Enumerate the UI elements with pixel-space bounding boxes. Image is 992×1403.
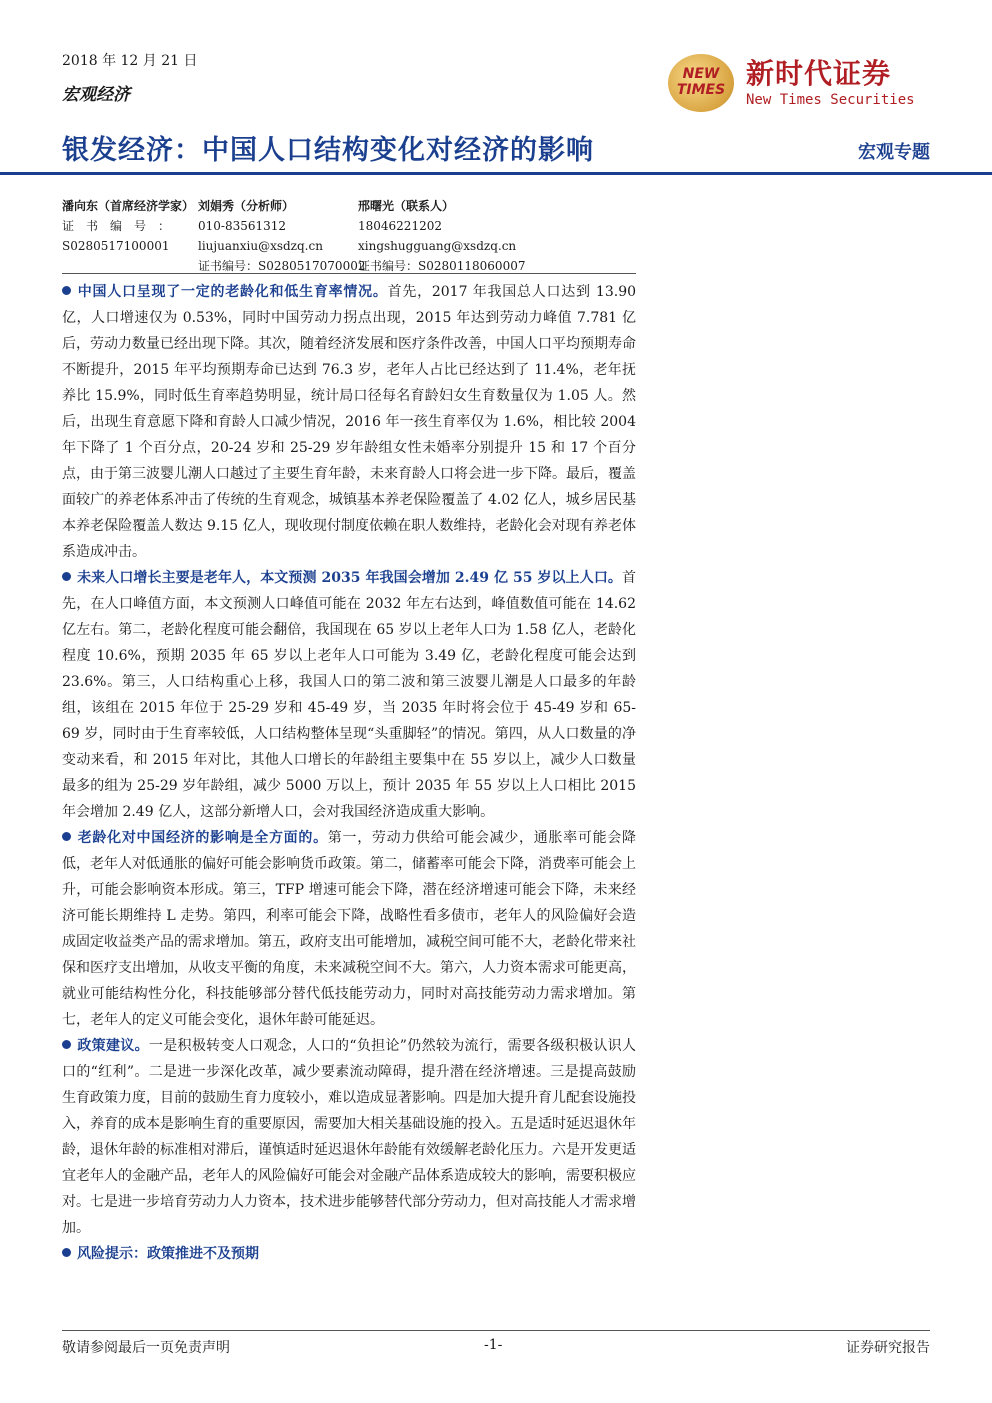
paragraph-lead: 政策建议。 [77, 1038, 149, 1054]
report-category: 宏观经济 [62, 85, 130, 105]
summary-paragraph [62, 825, 636, 1033]
bullet-icon [62, 832, 71, 841]
footer-label: 证券研究报告 [846, 1340, 930, 1356]
author-divider [62, 273, 636, 274]
paragraph-text: 首先，在人口峰值方面，本文预测人口峰值可能在 2032 年左右达到，峰值数值可能在 14.62 亿左右。第二，老龄化程度可能会翻倍，我国现在 65 岁以上老年人口为 1.58 亿人，老龄化程度 10.6%，预期 2035 年 65 岁以上老年人口可能为 3.49 亿，老龄化程度可能会达到 23.6%。第三，人口结构重心上移，我国人口的第二波和第三波婴儿潮是人口最多的年龄组，该组在 2015 年位于 25-29 岁和 45-49 岁，当 2035 年时将会位于 45-49 岁和 65-69 岁，同时由于生育率较低，人口结构整体呈现“头重脚轻”的情况。第四，从人口数量的净变动来看，和 2015 年对比，其他人口增长的年龄组主要集中在 55 岁以上，减少人口数量最多的组为 25-29 岁年龄组，减少 5000 万以上，预计 2035 年 55 岁以上人口相比 2015 年会增加 2.49 亿人，这部分新增人口，会对我国经济造成重大影响。 [62, 570, 636, 820]
summary-paragraph [62, 279, 636, 565]
bullet-icon [62, 286, 71, 295]
header-divider [0, 172, 992, 175]
footer-divider [62, 1330, 930, 1331]
paragraph-lead: 老龄化对中国经济的影响是全方面的。 [77, 830, 328, 846]
bullet-icon [62, 1040, 71, 1049]
logo-name-en: New Times Securities [746, 92, 915, 108]
author-phone: 18046221202 [358, 219, 442, 233]
report-title: 银发经济：中国人口结构变化对经济的影响 [62, 135, 594, 166]
author-column [358, 196, 525, 276]
logo-name-cn: 新时代证券 [746, 57, 892, 90]
paragraph-lead: 风险提示：政策推进不及预期 [77, 1246, 259, 1262]
author-cert-number: S0280517100001 [62, 239, 170, 253]
author-cert-number: 证书编号：S0280517070002 [198, 259, 366, 273]
author-column [62, 196, 194, 276]
author-cert-label: 证 书 编 号 ： [62, 219, 171, 233]
logo-emblem-line2: TIMES [676, 82, 726, 98]
paragraph-lead: 中国人口呈现了一定的老龄化和低生育率情况。 [77, 284, 388, 300]
author-name: 刘娟秀（分析师） [198, 199, 295, 213]
paragraph-text: 第一，劳动力供给可能会减少，通胀率可能会降低，老年人对低通胀的偏好可能会影响货币政策。第二，储蓄率可能会下降，消费率可能会上升，可能会影响资本形成。第三，TFP 增速可能会下降，潜在经济增速可能会下降，未来经济可能长期维持 L 走势。第四，利率可能会下降，战略性看多债市，老年人的风险偏好会造成固定收益类产品的需求增加。第五，政府支出可能增加，减税空间可能不大，老龄化带来社保和医疗支出增加，从收支平衡的角度，未来减税空间不大。第六，人力资本需求可能更高，就业可能结构性分化，科技能够部分替代低技能劳动力，同时对高技能劳动力需求增加。第七，老年人的定义可能会变化，退休年龄可能延迟。 [62, 830, 637, 1028]
paragraph-text: 首先，2017 年我国总人口达到 13.90 亿，人口增速仅为 0.53%，同时中国劳动力拐点出现，2015 年达到劳动力峰值 7.781 亿后，劳动力数量已经出现下降。其次，随着经济发展和医疗条件改善，中国人口平均预期寿命不断提升，2015 年平均预期寿命已达到 76.3 岁，老年人占比已经达到了 11.4%，老年抚养比 15.9%，同时低生育率趋势明显，统计局口径每名育龄妇女生育数量仅为 1.05 人。然后，出现生育意愿下降和育龄人口减少情况，2016 年一孩生育率仅为 1.6%，相比较 2004 年下降了 1 个百分点，20-24 岁和 25-29 岁年龄组女性未婚率分别提升 15 和 17 个百分点，由于第三波婴儿潮人口越过了主要生育年龄，未来育龄人口将会进一步下降。最后，覆盖面较广的养老体系冲击了传统的生育观念，城镇基本养老保险覆盖了 4.02 亿人，城乡居民基本养老保险覆盖人数达 9.15 亿人，现收现付制度依赖在职人数维持，老龄化会对现有养老体系造成冲击。 [62, 284, 637, 560]
summary-body [62, 279, 636, 1267]
author-column [198, 196, 365, 276]
author-name: 潘向东（首席经济学家） [62, 199, 195, 213]
author-phone: 010-83561312 [198, 219, 287, 233]
page-number: -1- [484, 1337, 503, 1353]
company-logo [668, 50, 938, 116]
paragraph-lead: 未来人口增长主要是老年人，本文预测 2035 年我国会增加 2.49 亿 55 岁以上人口。 [77, 570, 622, 586]
risk-warning [62, 1241, 636, 1267]
report-date: 2018 年 12 月 21 日 [62, 53, 198, 69]
footer-disclaimer[interactable]: 敬请参阅最后一页免责声明 [62, 1340, 230, 1356]
author-cert-number: 证书编号：S0280118060007 [358, 259, 526, 273]
author-email[interactable]: liujuanxiu@xsdzq.cn [198, 239, 323, 253]
paragraph-text: 一是积极转变人口观念，人口的“负担论”仍然较为流行，需要各级积极认识人口的“红利”。二是进一步深化改革，减少要素流动障碍，提升潜在经济增速。三是提高鼓励生育政策力度，目前的鼓励生育力度较小，难以造成显著影响。四是加大提升育儿配套设施投入，养育的成本是影响生育的重要原因，需要加大相关基础设施的投入。五是适时延迟退休年龄，退休年龄的标准相对滞后，谨慎适时延迟退休年龄能有效缓解老龄化压力。六是开发更适宜老年人的金融产品，老年人的风险偏好可能会对金融产品体系造成较大的影响，需要积极应对。七是进一步培育劳动力人力资本，技术进步能够替代部分劳动力，但对高技能人才需求增加。 [62, 1038, 637, 1236]
bullet-icon [62, 572, 71, 581]
summary-paragraph [62, 565, 636, 825]
report-type: 宏观专题 [858, 142, 930, 163]
logo-emblem-icon [668, 54, 734, 112]
logo-emblem-line1: NEW [682, 66, 720, 82]
author-name: 邢曙光（联系人） [358, 199, 455, 213]
summary-paragraph [62, 1033, 636, 1241]
author-email[interactable]: xingshugguang@xsdzq.cn [358, 239, 517, 253]
bullet-icon [62, 1248, 71, 1257]
